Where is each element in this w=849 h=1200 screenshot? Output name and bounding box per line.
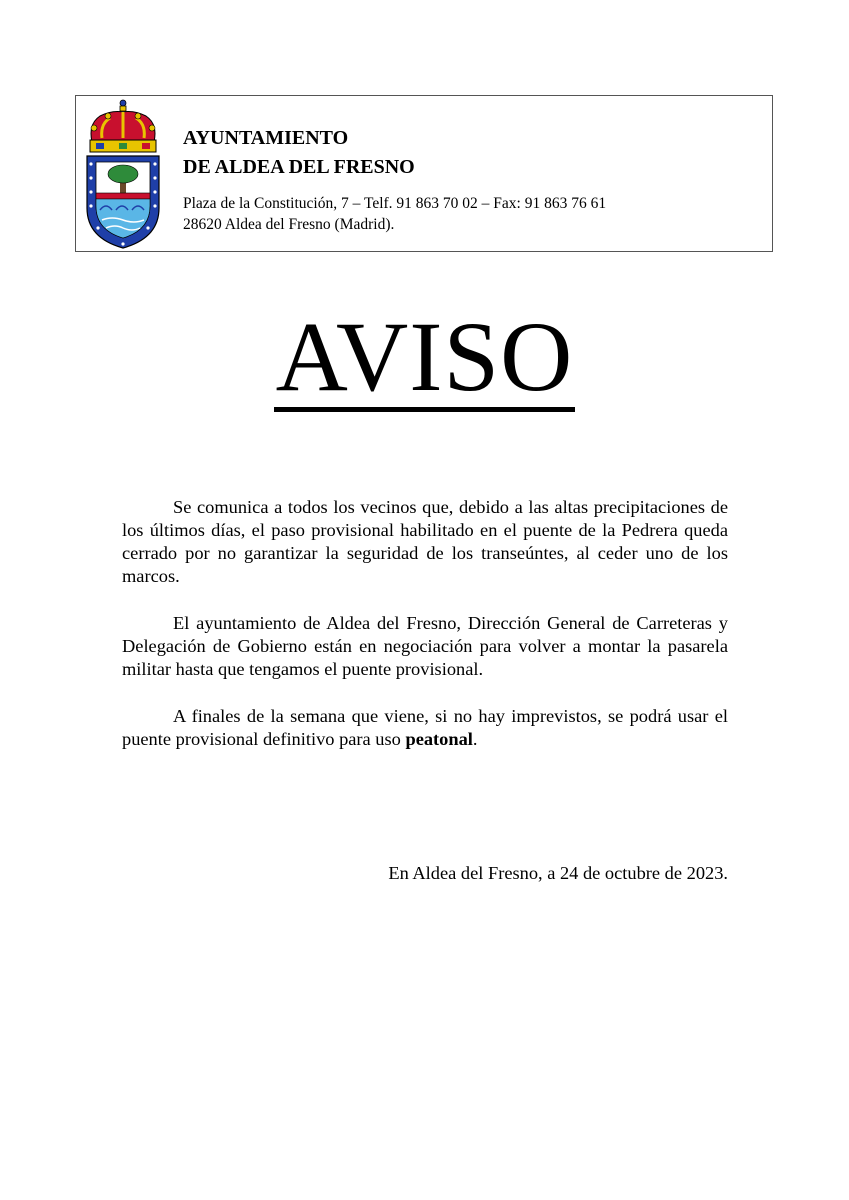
paragraph-3-end: .	[472, 729, 478, 749]
notice-title-text: AVISO	[275, 301, 574, 412]
date-signoff: En Aldea del Fresno, a 24 de octubre de 2023.	[388, 863, 728, 883]
organization-name-line1: AYUNTAMIENTO	[183, 127, 349, 149]
paragraph-2: El ayuntamiento de Aldea del Fresno, Dirección General de Carreteras y Delegación de Gobierno están en negociación para volver a montar la pasarela militar hasta que tengamos el puente provisional.	[122, 613, 728, 679]
notice-title	[0, 302, 849, 412]
organization-address	[183, 193, 606, 235]
organization-name	[183, 124, 415, 182]
paragraph-1: Se comunica a todos los vecinos que, debido a las altas precipitaciones de los últimos días, el paso provisional habilitado en el puente de la Pedrera queda cerrado por no garantizar la seguridad de los transeúntes, al ceder uno de los marcos.	[122, 497, 728, 586]
address-line2: 28620 Aldea del Fresno (Madrid).	[183, 216, 395, 233]
paragraph-3-text: A finales de la semana que viene, si no hay imprevistos, se podrá usar el puente provisional definitivo para uso	[122, 706, 728, 749]
letterhead	[75, 95, 773, 252]
organization-name-line2: DE ALDEA DEL FRESNO	[183, 156, 415, 178]
notice-body	[122, 496, 728, 775]
paragraph-3-emphasis: peatonal	[405, 729, 473, 749]
paragraph-3	[122, 705, 728, 751]
coat-of-arms-icon	[82, 98, 164, 250]
address-line1: Plaza de la Constitución, 7 – Telf. 91 863 70 02 – Fax: 91 863 76 61	[183, 195, 607, 212]
